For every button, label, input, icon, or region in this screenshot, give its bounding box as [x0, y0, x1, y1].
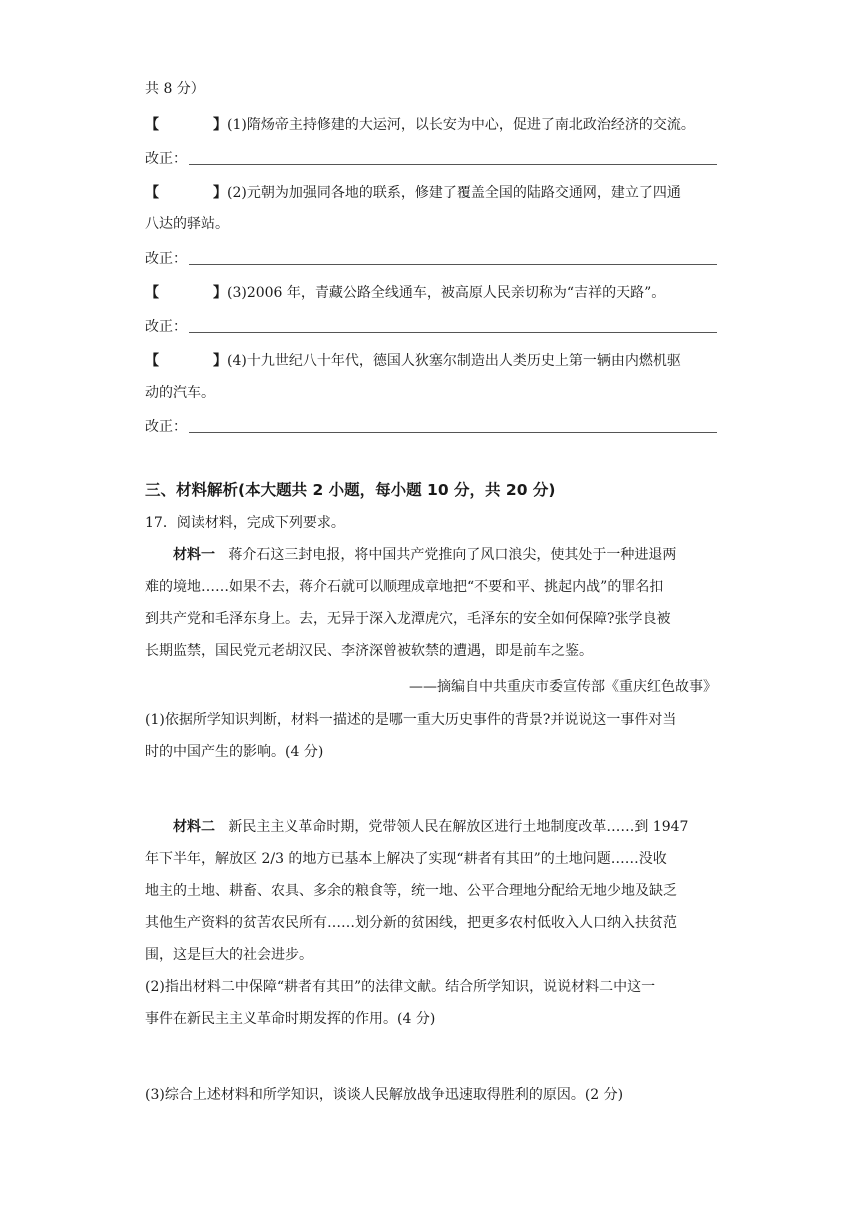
- correction-line-2[interactable]: [145, 248, 717, 268]
- answer-bracket-open: 【: [145, 285, 159, 301]
- material-text: 蒋介石这三封电报，将中国共产党推向了风口浪尖，使其处于一种进退两: [228, 547, 677, 563]
- sub-question-3: (3)综合上述材料和所学知识，谈谈人民解放战争迅速取得胜利的原因。(2 分): [145, 1087, 624, 1103]
- correction-line-3[interactable]: [145, 316, 717, 336]
- material-1-first-line: [173, 544, 676, 564]
- material-text: 新民主主义革命时期，党带领人民在解放区进行土地制度改革……到 1947: [228, 819, 689, 835]
- sub-question-2-cont: 事件在新民主主义革命时期发挥的作用。(4 分): [145, 1011, 436, 1027]
- correction-line-1[interactable]: [145, 148, 717, 168]
- answer-bracket-open: 【: [145, 353, 159, 369]
- judge-item-text: (2)元朝为加强同各地的联系，修建了覆盖全国的陆路交通网，建立了四通: [227, 185, 681, 201]
- answer-bracket-close: 】: [213, 117, 227, 133]
- material-source: ——摘编自中共重庆市委宣传部《重庆红色故事》: [409, 679, 717, 695]
- section-heading: 三、材料解析(本大题共 2 小题，每小题 10 分，共 20 分): [145, 481, 556, 499]
- material-text: 地主的土地、耕畜、农具、多余的粮食等，统一地、公平合理地分配给无地少地及缺乏: [145, 883, 677, 899]
- judge-item-text: (1)隋炀帝主持修建的大运河，以长安为中心，促进了南北政治经济的交流。: [227, 117, 695, 133]
- sub-question-1-cont: 时的中国产生的影响。(4 分): [145, 744, 324, 760]
- sub-question-2: (2)指出材料二中保障“耕者有其田”的法律文献。结合所学知识，说说材料二中这一: [145, 979, 656, 995]
- correction-underline: [189, 331, 717, 333]
- judge-item-text: (4)十九世纪八十年代，德国人狄塞尔制造出人类历史上第一辆由内燃机驱: [227, 353, 681, 369]
- judge-item-2: [145, 182, 681, 202]
- correction-label: 改正：: [145, 319, 187, 335]
- material-label: 材料二: [173, 819, 215, 835]
- judge-item-4: [145, 350, 681, 370]
- material-text: 围，这是巨大的社会进步。: [145, 947, 313, 963]
- material-text: 长期监禁，国民党元老胡汉民、李济深曾被软禁的遭遇，即是前车之鉴。: [145, 643, 593, 659]
- material-label: 材料一: [173, 547, 215, 563]
- judge-item-1: [145, 114, 695, 134]
- material-text: 难的境地……如果不去，蒋介石就可以顺理成章地把“不要和平、挑起内战”的罪名扣: [145, 579, 664, 595]
- question-17-stem: 17．阅读材料，完成下列要求。: [145, 515, 345, 531]
- answer-bracket-close: 】: [213, 353, 227, 369]
- answer-bracket-open: 【: [145, 185, 159, 201]
- material-text: 到共产党和毛泽东身上。去，无异于深入龙潭虎穴，毛泽东的安全如何保障?张学良被: [145, 611, 671, 627]
- answer-bracket-close: 】: [213, 285, 227, 301]
- material-2-first-line: [173, 816, 688, 836]
- judge-item-text-cont: 八达的驿站。: [145, 216, 229, 232]
- previous-section-tail: 共 8 分）: [145, 81, 205, 97]
- answer-bracket-close: 】: [213, 185, 227, 201]
- correction-label: 改正：: [145, 151, 187, 167]
- correction-line-4[interactable]: [145, 416, 717, 436]
- correction-underline: [189, 163, 717, 165]
- correction-underline: [189, 263, 717, 265]
- material-text: 其他生产资料的贫苦农民所有……划分新的贫困线，把更多农村低收入人口纳入扶贫范: [145, 915, 677, 931]
- correction-label: 改正：: [145, 419, 187, 435]
- judge-item-text: (3)2006 年，青藏公路全线通车，被高原人民亲切称为“吉祥的天路”。: [227, 285, 666, 301]
- sub-question-1: (1)依据所学知识判断，材料一描述的是哪一重大历史事件的背景?并说说这一事件对当: [145, 712, 677, 728]
- material-text: 年下半年，解放区 2/3 的地方已基本上解决了实现“耕者有其田”的土地问题……没收: [145, 851, 667, 867]
- judge-item-text-cont: 动的汽车。: [145, 385, 215, 401]
- correction-label: 改正：: [145, 251, 187, 267]
- answer-bracket-open: 【: [145, 117, 159, 133]
- correction-underline: [189, 431, 717, 433]
- judge-item-3: [145, 282, 665, 302]
